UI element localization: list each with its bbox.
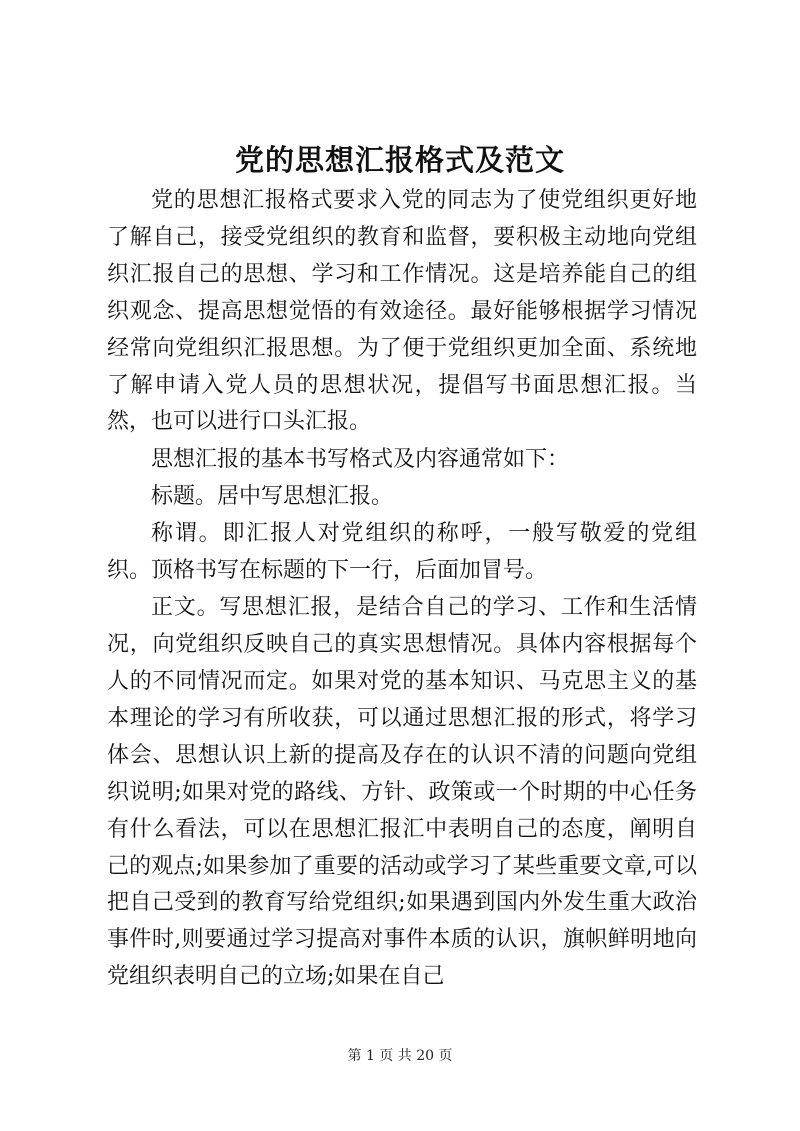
document-body [107, 183, 697, 996]
page-footer: 第 1 页 共 20 页 [347, 1048, 453, 1064]
paragraph-body-rule: 正文。写思想汇报，是结合自己的学习、工作和生活情况，向党组织反映自己的真实思想情况。具体内容根据每个人的不同情况而定。如果对党的基本知识、马克思主义的基本理论的学习有所收获，可以通过思想汇报的形式，将学习体会、思想认识上新的提高及存在的认识不清的问题向党组织说明;如果对党的路线、方针、政策或一个时期的中心任务有什么看法，可以在思想汇报汇中表明自己的态度，阐明自己的观点;如果参加了重要的活动或学习了某些重要文章,可以把自己受到的教育写给党组织;如果遇到国内外发生重大政治事件时,则要通过学习提高对事件本质的认识，旗帜鲜明地向党组织表明自己的立场;如果在自己 [107, 595, 697, 990]
paragraph-salutation-rule: 称谓。即汇报人对党组织的称呼，一般写敬爱的党组织。顶格书写在标题的下一行，后面加冒号。 [107, 521, 697, 583]
paragraph-intro: 党的思想汇报格式要求入党的同志为了使党组织更好地了解自己，接受党组织的教育和监督，要积极主动地向党组织汇报自己的思想、学习和工作情况。这是培养能自己的组织观念、提高思想觉悟的有效途径。最好能够根据学习情况经常向党组织汇报思想。为了便于党组织更加全面、系统地了解申请入党人员的思想状况，提倡写书面思想汇报。当然，也可以进行口头汇报。 [107, 188, 697, 435]
document-title: 党的思想汇报格式及范文 [234, 143, 565, 177]
paragraph-format-lead: 思想汇报的基本书写格式及内容通常如下： [151, 446, 570, 472]
paragraph-title-rule: 标题。居中写思想汇报。 [151, 483, 394, 509]
